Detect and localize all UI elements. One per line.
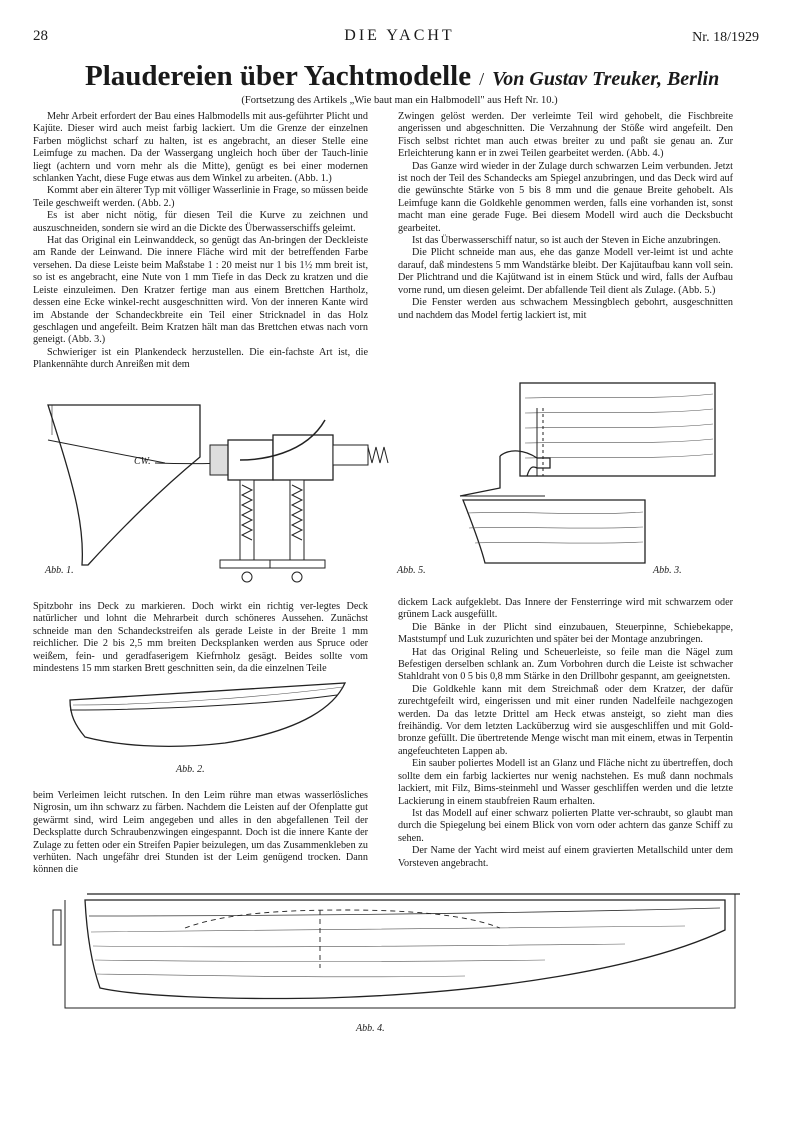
paragraph: Das Ganze wird wieder in der Zulage durch schwarzen Leim verbunden. Jetzt ist noch der Teil des Schandecks am Spiegel anzubringen, und das Deck wird auf die gewünschte Stärke von 5 bis 8 mm und die genaue Breite gehobelt. Als Leimfuge kann die Goldkehle genommen werden, falls eine vorhanden ist, sonst macht man eine gerade Fuge. Bei diesem Modell wird auch die Decksbucht gearbeitet. bbox=[398, 160, 733, 234]
paragraph: Hat das Original Reling und Scheuerleiste, so feile man die Nägel zum Befestigen derselben schlank an. Zum Vorbohren durch die Leiste ist schwacher Stahldraht von 0 5 bis 0,8 mm Stärke in den Drillbohr gespannt, am geeignetsten. bbox=[398, 646, 733, 683]
text-column-3 bbox=[33, 601, 368, 675]
figure-abb3-abb5-sections bbox=[455, 378, 730, 573]
paragraph: Kommt aber ein älterer Typ mit völliger Wasserlinie in Frage, so müssen beide Teile geschweift werden. (Abb. 2.) bbox=[33, 185, 368, 209]
article-heading bbox=[85, 60, 719, 93]
article-author: Von Gustav Treuker, Berlin bbox=[492, 68, 720, 90]
title-separator: / bbox=[479, 69, 485, 89]
paragraph: dickem Lack aufgeklebt. Das Innere der Fensterringe wird mit schwarzem oder grünem Lack ausgefüllt. bbox=[398, 597, 733, 621]
text-column-1 bbox=[33, 111, 368, 372]
paragraph: Die Fenster werden aus schwachem Messingblech gebohrt, ausgeschnitten und nachdem das Model fertig lackiert ist, mit bbox=[398, 297, 733, 321]
figure-abb2-hull-profile bbox=[65, 675, 360, 755]
article-subtitle: (Fortsetzung des Artikels „Wie baut man ein Halbmodell" aus Heft Nr. 10.) bbox=[241, 95, 558, 106]
figure-abb4-deck-plan bbox=[45, 888, 745, 1018]
figure-caption-abb2: Abb. 2. bbox=[176, 764, 205, 775]
paragraph: Spitzbohr ins Deck zu markieren. Doch wirkt ein richtig ver-legtes Deck natürlicher und lohnt die Mehrarbeit durch schöneres Aussehen. Zunächst schneide man den Schandeckstreifen als gerade Leiste in der Breite 1 mm reichlicher. Die 2 bis 2,5 mm breiten Decksplanken werden aus Spruce oder weißem, fein- und geradfaserigem Kiefrnholz gesägt. Beides sollte vom mindestens 15 mm starken Brett geschnitten sein, da die einzelnen Teile bbox=[33, 601, 368, 675]
journal-title: DIE YACHT bbox=[344, 27, 455, 44]
figure-label-cw: CW. bbox=[134, 456, 151, 467]
article-title: Plaudereien über Yachtmodelle bbox=[85, 60, 472, 92]
paragraph: beim Verleimen leicht rutschen. In den Leim rühre man etwas wasserlösliches Nigrosin, um ihn schwarz zu färben. Nachdem die Leisten auf der Ofenplatte gut gewärmt sind, wird Leim angegeben und alles in den abgefallenen Teil der Decksplatte durch Schraubenzwingen eingespannt. Doch ist die innere Kante der Zulage zu fetten oder ein Streifen Papier beizulegen, um das Zusammenkleben zu verhüten. Nach ungefähr drei Stunden ist der Leim genügend trocken. Dann können die bbox=[33, 790, 368, 876]
text-column-4 bbox=[398, 597, 733, 870]
paragraph: Schwieriger ist ein Plankendeck herzustellen. Die ein-fachste Art ist, die Plankennähte durch Anreißen mit dem bbox=[33, 346, 368, 371]
issue-number: Nr. 18/1929 bbox=[692, 30, 759, 45]
paragraph: Der Name der Yacht wird meist auf einem gravierten Metallschild unter dem Vorsteven angebracht. bbox=[398, 845, 733, 869]
paragraph: Hat das Original ein Leinwanddeck, so genügt das An-bringen der Deckleiste am Rande der Leinwand. Die innere Fläche wird mit der betreffenden Farbe versehen. Da diese Leiste beim Maßstabe 1 : 20 meist nur 1 bis 1½ mm breit ist, so ist es angebracht, eine Nute von 1 mm Tiefe in das Deck zu kratzen und die Leiste einzuleimen. Den Kratzer fertige man aus einem Brettchen Hartholz, dessen eine Ecke winkel-recht ausgeschnitten wird. Von der inneren Kante wird im Abstande der Schandeckbreite ein Teil einer Stricknadel in das Holz geschlagen und angefeilt. Beim Kratzen hält man das Brettchen etwas nach vorn geneigt. (Abb. 3.) bbox=[33, 235, 368, 346]
figure-caption-abb4: Abb. 4. bbox=[356, 1023, 385, 1034]
figure-caption-abb3: Abb. 3. bbox=[653, 565, 682, 576]
text-column-2 bbox=[398, 111, 733, 322]
paragraph: Die Plicht schneide man aus, ehe das ganze Modell ver-leimt ist und achte darauf, daß mindestens 5 mm Wandstärke bleibt. Der Kajütaufbau kann voll sein. Der Plichtrand und die Kajütwand ist in einem Stück und wird, falls der Aufbau vorne rund, um diesen geleimt. Der abfallende Teil dient als Zulage. (Abb. 5.) bbox=[398, 247, 733, 296]
paragraph: Es ist aber nicht nötig, für diesen Teil die Kurve zu zeichnen und auszuschneiden, sondern sie wird an die Dickte des Überwasserschiffs geleimt. bbox=[33, 210, 368, 234]
paragraph: Mehr Arbeit erfordert der Bau eines Halbmodells mit aus-geführter Plicht und Kajüte. Dieser wird auch meist farbig lackiert. Um die Grenze der einzelnen Farben möglichst scharf zu halten, ist es angebracht, an dieser Stelle eine Leimfuge zu machen. Da der Wassergang ungleich hoch über der Tauch-linie liegt (achtern und vorn mehr als die Mitte), genügt es bei einer modernen schlanken Yacht, diese Fuge etwas aus dem Winkel zu arbeiten. (Abb. 1.) bbox=[33, 111, 368, 185]
paragraph: Die Bänke in der Plicht sind einzubauen, Steuerpinne, Schiebekappe, Maststumpf und Luk zuzurichten und später bei der Montage anzubringen. bbox=[398, 621, 733, 646]
paragraph: Zwingen gelöst werden. Der verleimte Teil wird gehobelt, die Fischbreite angerissen und abgeschnitten. Die Verzahnung der Stöße wird angefeilt. Den Fisch selbst richtet man auch etwas breiter zu und paßt sie genau an. Zur Erleichterung kann er in zwei Teilen gearbeitet werden. (Abb. 4.) bbox=[398, 111, 733, 160]
page-number: 28 bbox=[33, 28, 48, 44]
paragraph: Ist das Überwasserschiff natur, so ist auch der Steven in Eiche anzubringen. bbox=[412, 235, 721, 247]
figure-caption-abb1: Abb. 1. bbox=[45, 565, 74, 576]
figure-caption-abb5: Abb. 5. bbox=[397, 565, 426, 576]
paragraph: Ist das Modell auf einer schwarz polierten Platte ver-schraubt, so glaubt man durch die Spiegelung bei einem Blick von vorn oder achtern das ganze Schiff zu sehen. bbox=[398, 807, 733, 844]
text-column-5 bbox=[33, 790, 368, 877]
paragraph: Die Goldkehle kann mit dem Streichmaß oder dem Kratzer, der dafür zurechtgefeilt wird, eingerissen und mit einer runden Nadelfeile nachgezogen werden. Da das letzte Drittel am Heck etwas ansteigt, so zieht man dies freihändig. Vor dem letzten Lacküberzug wird sie ausgeschliffen und mit Gold-bronze gefüllt. Die übertretende Menge wischt man mit einem, etwas in Terpentin angefeuchteten Lappen ab. bbox=[398, 683, 733, 757]
paragraph: Ein sauber poliertes Modell ist an Glanz und Fläche nicht zu übertreffen, doch sollte dem ein farbig lackiertes nur wenig nachstehen. Es muß dann nochmals lackiert, mit Filz, Bims-steinmehl und Wasser geschliffen werden und die letzte Lackierung in einem staubfreien Raum erhalten. bbox=[398, 758, 733, 807]
figure-clamp-drawing bbox=[150, 415, 410, 585]
